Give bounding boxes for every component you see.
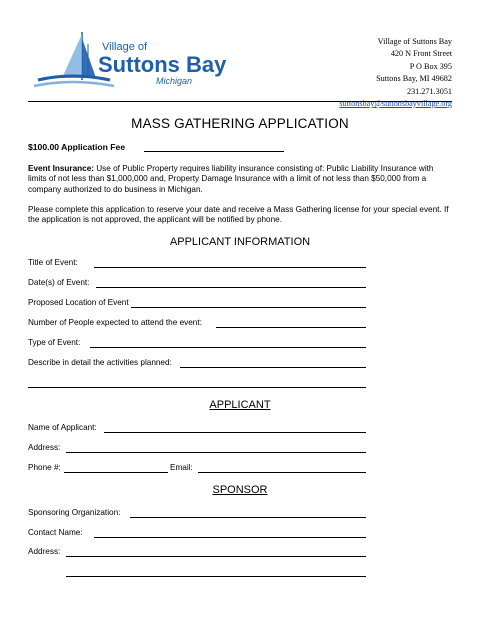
- address-block: [339, 36, 452, 110]
- type-of-event-label: Type of Event:: [28, 338, 81, 347]
- phone-input[interactable]: [64, 472, 168, 473]
- applicant-address-input[interactable]: [66, 452, 366, 453]
- sailboat-logo-graphic: [32, 28, 227, 98]
- section-applicant-information: APPLICANT INFORMATION: [169, 236, 311, 248]
- sponsor-address-input[interactable]: [66, 556, 366, 557]
- title-of-event-input[interactable]: [94, 267, 366, 268]
- sponsoring-organization-label: Sponsoring Organization:: [28, 508, 121, 517]
- application-fee: $100.00 Application Fee: [28, 142, 126, 152]
- insurance-paragraph: [28, 164, 454, 195]
- contact-name-label: Contact Name:: [28, 528, 83, 537]
- section-applicant-label: APPLICANT: [209, 399, 271, 411]
- section-sponsor-label: SPONSOR: [212, 484, 268, 496]
- insurance-label: Event Insurance:: [28, 164, 94, 173]
- email-link[interactable]: suttonsbay@suttonsbayvillage.org: [339, 99, 452, 109]
- address-city: Suttons Bay, MI 49682: [376, 74, 452, 84]
- logo-line1: Village of: [102, 41, 148, 53]
- logo-line2: Suttons Bay: [98, 52, 227, 77]
- email-input[interactable]: [198, 472, 366, 473]
- logo-line3: Michigan: [156, 76, 193, 86]
- name-of-applicant-label: Name of Applicant:: [28, 423, 97, 432]
- title-of-event-label: Title of Event:: [28, 258, 78, 267]
- address-name: Village of Suttons Bay: [377, 37, 452, 46]
- people-label: Number of People expected to attend the event:: [28, 318, 202, 327]
- insurance-text: Use of Public Property requires liability insurance consisting of: Public Liability Insurance with limits of not less than $1,000,000 and, Property Damage Insurance with a limit of not less than $50,000 from a company authorized to do business in Michigan.: [28, 164, 434, 194]
- name-of-applicant-input[interactable]: [104, 432, 366, 433]
- village-logo: [32, 28, 227, 98]
- header-divider: [28, 101, 452, 102]
- type-of-event-input[interactable]: [90, 347, 366, 348]
- contact-name-input[interactable]: [94, 537, 366, 538]
- address-street: 420 N Front Street: [390, 49, 452, 59]
- applicant-address-label: Address:: [28, 443, 61, 452]
- section-sponsor: [0, 484, 480, 496]
- location-input[interactable]: [131, 307, 366, 308]
- email-label: Email:: [170, 463, 193, 472]
- dates-of-event-input[interactable]: [96, 287, 366, 288]
- address-po-box: P O Box 395: [409, 61, 452, 71]
- sponsoring-organization-input[interactable]: [130, 517, 366, 518]
- address-phone: 231.271.3051: [406, 86, 452, 96]
- activities-label: Describe in detail the activities planned:: [28, 358, 172, 367]
- page-title: MASS GATHERING APPLICATION: [131, 116, 349, 131]
- phone-label: Phone #:: [28, 463, 61, 472]
- dates-of-event-label: Date(s) of Event:: [28, 278, 90, 287]
- activities-input[interactable]: [180, 367, 366, 368]
- location-label: Proposed Location of Event: [28, 298, 129, 307]
- sponsor-address-input-line2[interactable]: [66, 576, 366, 577]
- instructions-paragraph: Please complete this application to reserve your date and receive a Mass Gathering license for your special event. If the application is not approved, the applicant will be notified by phone.: [28, 205, 449, 225]
- people-input[interactable]: [216, 327, 366, 328]
- section-applicant: [0, 399, 480, 411]
- activities-input-line2[interactable]: [28, 387, 366, 388]
- fee-input-line[interactable]: [144, 151, 284, 152]
- sponsor-address-label: Address:: [28, 547, 61, 556]
